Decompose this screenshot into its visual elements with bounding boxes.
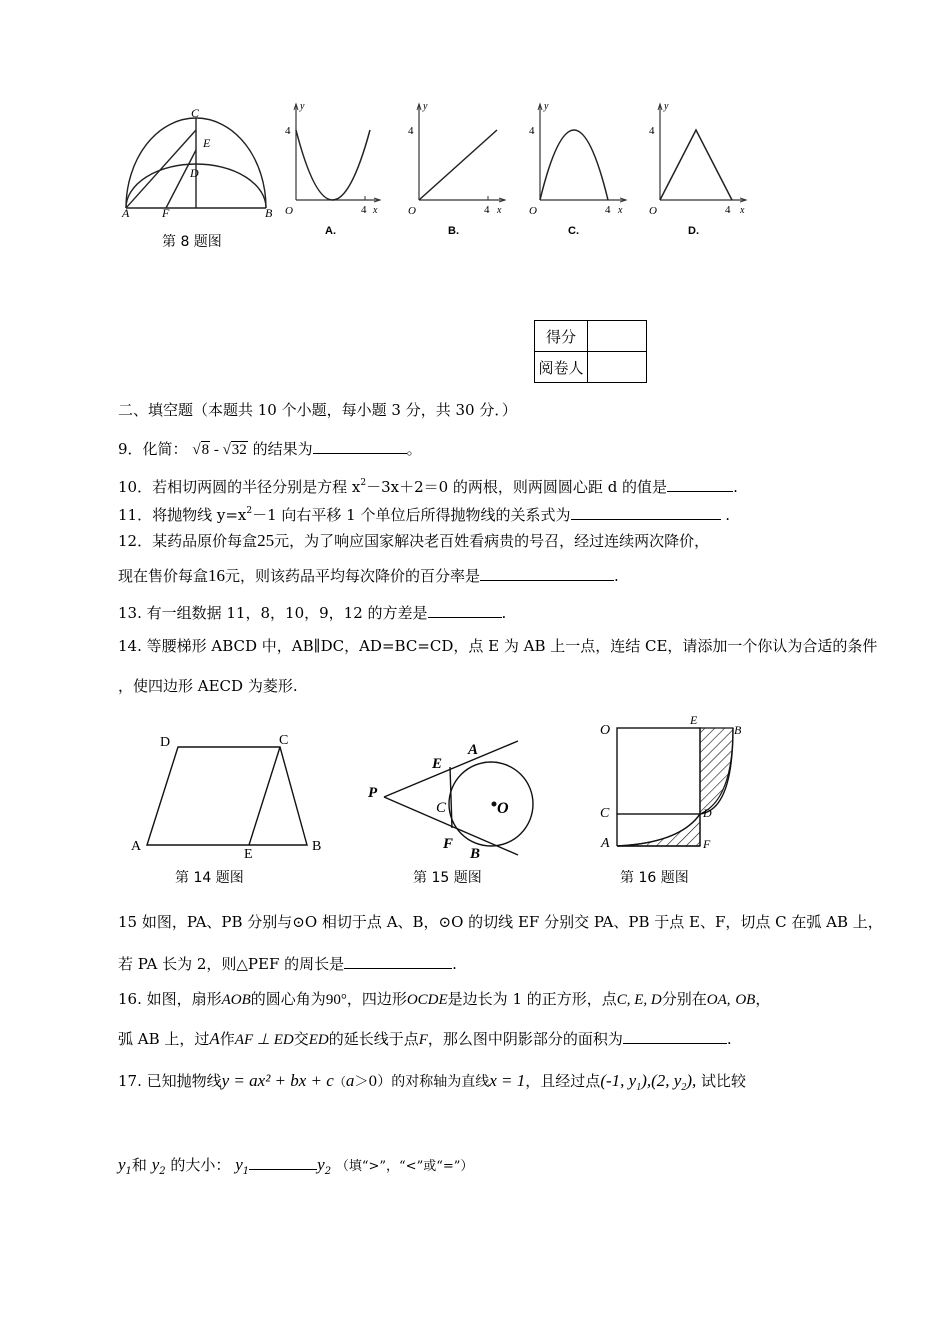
q12-text-d: 元，则该药品平均每次降价的百分率是 [225, 567, 481, 585]
figure-15-caption: 第 15 题图 [413, 870, 482, 886]
q9-prefix: 9．化简： [118, 440, 188, 458]
fig15-label-c: C [436, 800, 447, 816]
q16-perpendicular: AF ⊥ ED [234, 1032, 294, 1048]
q17-compare-y2-sub: 2 [324, 1166, 332, 1177]
q16-text-d: 是边长为 1 的正方形，点 [447, 990, 617, 1008]
q16-text-k: ，那么图中阴影部分的面积为 [427, 1030, 623, 1048]
q16-text-h: 作 [219, 1030, 235, 1048]
figure-15-tangent-circle [384, 741, 533, 855]
graph-d-tick-x: 4 [725, 204, 731, 216]
q9-radicand-2: 32 [231, 442, 247, 458]
q10-exponent: 2 [360, 478, 367, 488]
q17-y1-sub: 1 [125, 1166, 132, 1177]
q17-answer-blank[interactable] [249, 1153, 317, 1170]
fig16-label-o: O [600, 723, 611, 738]
q17-text-a: 17. 已知抛物线 [118, 1072, 222, 1090]
q17-y1: y [118, 1155, 126, 1174]
q9-suffix: 的结果为 [252, 440, 313, 458]
q16-text-c: ，四边形 [346, 990, 407, 1008]
question-14-line-2: ，使四边形 AECD 为菱形. [118, 677, 298, 695]
graph-d-origin: O [649, 205, 657, 217]
q11-exponent: 2 [246, 506, 253, 516]
grader-label: 阅卷人 [535, 352, 588, 383]
q16-ob: OB [735, 992, 756, 1008]
q15-answer-blank[interactable] [344, 952, 452, 969]
score-table [534, 320, 647, 383]
q16-text-f: ， [755, 990, 771, 1008]
q17-y2: y [151, 1155, 160, 1174]
fig16-label-f: F [703, 837, 711, 851]
q17-y2-sub: 2 [159, 1166, 166, 1177]
q11-text: 11．将抛物线 y=x [118, 506, 247, 524]
graph-d-tick-y: 4 [649, 125, 655, 137]
question-12-line-2 [118, 564, 619, 586]
question-10 [118, 473, 738, 497]
question-16-line-1 [118, 989, 770, 1010]
q13-end: . [501, 604, 507, 622]
fig14-label-e: E [244, 847, 253, 862]
graph-option-a [294, 104, 380, 202]
q16-square-name: OCDE [406, 992, 448, 1008]
q11-end: . [720, 506, 731, 524]
fig15-label-f: F [443, 836, 454, 852]
graph-a-tick-x: 4 [361, 204, 367, 216]
q17-point-end: ), [686, 1071, 697, 1090]
q12-text-a: 12．某药品原价每盒 [118, 532, 258, 550]
question-13 [118, 601, 506, 623]
question-17-line-2 [118, 1153, 473, 1182]
q17-and: 和 [131, 1156, 147, 1174]
q16-point-f: F [418, 1032, 428, 1048]
q16-sector-name: AOB [221, 992, 251, 1008]
q17-coef-a: a [345, 1071, 355, 1090]
graph-c-option-label: C. [568, 225, 579, 237]
question-15-line-2 [118, 952, 457, 974]
q17-text-e: 的大小： [170, 1156, 231, 1174]
fig8-label-a: A [122, 206, 130, 220]
fig15-label-e: E [432, 756, 443, 772]
question-9: 9．化简： √8 - √32 的结果为 。 [118, 437, 422, 460]
graph-a-origin: O [285, 205, 293, 217]
q17-condition: ＞0）的对称轴为直线 [354, 1074, 490, 1090]
fig16-label-c: C [600, 806, 610, 821]
graph-option-c [538, 104, 626, 202]
q16-ed: ED [308, 1032, 329, 1048]
q16-text-j: 的延长线于点 [328, 1030, 419, 1048]
fig8-label-c: C [191, 106, 200, 120]
q17-point-1-sub: 1 [636, 1082, 642, 1093]
fig16-label-b: B [734, 723, 742, 737]
graph-a-tick-y: 4 [285, 125, 291, 137]
q17-instruction: （填“>”，“<”或“=”） [335, 1159, 474, 1174]
question-17-line-1 [118, 1071, 746, 1098]
graph-d-x-label: x [740, 205, 745, 216]
graph-b-x-label: x [497, 205, 502, 216]
graph-b-tick-x: 4 [484, 204, 490, 216]
fig15-label-a: A [468, 742, 479, 758]
fig16-label-a: A [601, 836, 610, 851]
q16-text-a: 16. 如图，扇形 [118, 990, 222, 1008]
graph-c-x-label: x [618, 205, 623, 216]
score-value-cell[interactable] [588, 321, 647, 352]
graph-a-option-label: A. [325, 225, 336, 237]
question-11 [118, 501, 730, 525]
figure-14-caption: 第 14 题图 [175, 870, 244, 886]
question-14-line-1: 14. 等腰梯形 ABCD 中，AB∥DC，AD=BC=CD，点 E 为 AB 上一点，连结 CE，请添加一个你认为合适的条件 [118, 637, 878, 655]
graph-option-b [417, 104, 505, 202]
q17-compare-y2: y [317, 1155, 325, 1174]
q16-end: . [726, 1030, 732, 1048]
q16-answer-blank[interactable] [623, 1027, 727, 1044]
q16-text-g: 弧 AB 上，过 [118, 1030, 210, 1048]
fig16-label-e: E [690, 713, 698, 727]
q15-text: 若 PA 长为 2，则△PEF 的周长是 [118, 955, 345, 973]
q12-answer-blank[interactable] [480, 564, 614, 581]
q9-end: 。 [406, 440, 422, 458]
fig8-label-e: E [203, 136, 211, 150]
q17-text-d: 试比较 [701, 1072, 747, 1090]
graph-a-y-label: y [300, 101, 305, 112]
q16-oa: OA, [706, 992, 731, 1008]
q12-text-c: 现在售价每盒 [118, 567, 209, 585]
q17-compare-y1: y [235, 1155, 243, 1174]
q9-radicand-1: 8 [201, 442, 210, 458]
figure-14-trapezoid [147, 747, 307, 845]
graph-c-origin: O [529, 205, 537, 217]
q17-equation: y = ax² + bx + c [221, 1071, 334, 1090]
q9-answer-blank[interactable] [313, 437, 407, 454]
q12-text-b: 元，为了响应国家解决老百姓看病贵的号召，经过连续两次降价， [274, 532, 710, 550]
fig15-label-b: B [470, 846, 481, 862]
fig8-label-b: B [265, 206, 273, 220]
graph-b-tick-y: 4 [408, 125, 414, 137]
fig15-label-p: P [368, 785, 378, 801]
graph-b-option-label: B. [448, 225, 459, 237]
question-15-line-1: 15 如图，PA、PB 分别与⊙O 相切于点 A、B，⊙O 的切线 EF 分别交 PA、PB 于点 E、F，切点 C 在弧 AB 上， [118, 913, 883, 931]
q10-text-2: －3x＋2＝0 的两根，则两圆圆心距 d 的值是 [366, 478, 668, 496]
q10-end: . [733, 478, 738, 496]
q16-text-b: 的圆心角为 [250, 990, 326, 1008]
graph-c-y-label: y [544, 101, 549, 112]
q9-minus: - [210, 442, 223, 458]
q17-paren-open: （ [333, 1075, 346, 1089]
fig16-label-d: D [703, 806, 712, 820]
fig8-label-d: D [190, 166, 199, 180]
q17-point-2: ),(2, y [641, 1071, 682, 1090]
q10-answer-blank[interactable] [667, 475, 733, 492]
q10-text: 10．若相切两圆的半径分别是方程 x [118, 478, 361, 496]
fig15-center-dot [492, 802, 497, 807]
q16-point-a: A [209, 1029, 220, 1048]
q16-angle: 90° [325, 992, 347, 1008]
q17-axis: x = 1 [489, 1071, 526, 1090]
graph-c-tick-x: 4 [605, 204, 611, 216]
figure-8-semicircle [126, 118, 266, 208]
graph-b-y-label: y [423, 101, 428, 112]
graph-d-y-label: y [664, 101, 669, 112]
graph-c-tick-y: 4 [529, 125, 535, 137]
graph-d-option-label: D. [688, 225, 699, 237]
fig14-label-c: C [279, 733, 289, 748]
score-label: 得分 [535, 321, 588, 352]
fig14-label-b: B [312, 839, 322, 854]
figure-16-caption: 第 16 题图 [620, 870, 689, 886]
q16-text-e: 分别在 [661, 990, 707, 1008]
figure-16-sector [617, 728, 733, 846]
q13-answer-blank[interactable] [428, 601, 502, 618]
graph-b-origin: O [408, 205, 416, 217]
q17-text-c: ，且经过点 [525, 1072, 601, 1090]
q15-end: . [452, 955, 457, 973]
fig14-label-a: A [131, 839, 142, 854]
figure-8-row [0, 0, 950, 260]
fig14-label-d: D [160, 735, 171, 750]
q12-current-price: 16 [208, 566, 226, 585]
q11-text-2: －1 向右平移 1 个单位后所得抛物线的关系式为 [252, 506, 571, 524]
q17-compare-y1-sub: 1 [242, 1166, 250, 1177]
question-16-line-2 [118, 1027, 732, 1050]
question-12-line-1 [118, 531, 709, 551]
q17-point-2-sub: 2 [681, 1082, 687, 1093]
grader-value-cell[interactable] [588, 352, 647, 383]
graph-a-x-label: x [373, 205, 378, 216]
fig15-label-o: O [497, 800, 509, 817]
q11-answer-blank[interactable] [571, 503, 721, 520]
q12-end: . [614, 567, 619, 585]
q13-text: 13. 有一组数据 11，8，10，9，12 的方差是 [118, 604, 428, 622]
q17-point-1: (-1, y [600, 1071, 637, 1090]
fig8-label-f: F [162, 206, 170, 220]
section-title: 二、填空题（本题共 10 个小题，每小题 3 分，共 30 分．） [118, 401, 517, 419]
q16-text-i: 交 [293, 1030, 309, 1048]
q12-original-price: 25 [257, 531, 275, 550]
figure-8-caption: 第 8 题图 [162, 234, 222, 250]
graph-option-d [658, 104, 746, 202]
q16-points: C, E, D [616, 992, 662, 1008]
